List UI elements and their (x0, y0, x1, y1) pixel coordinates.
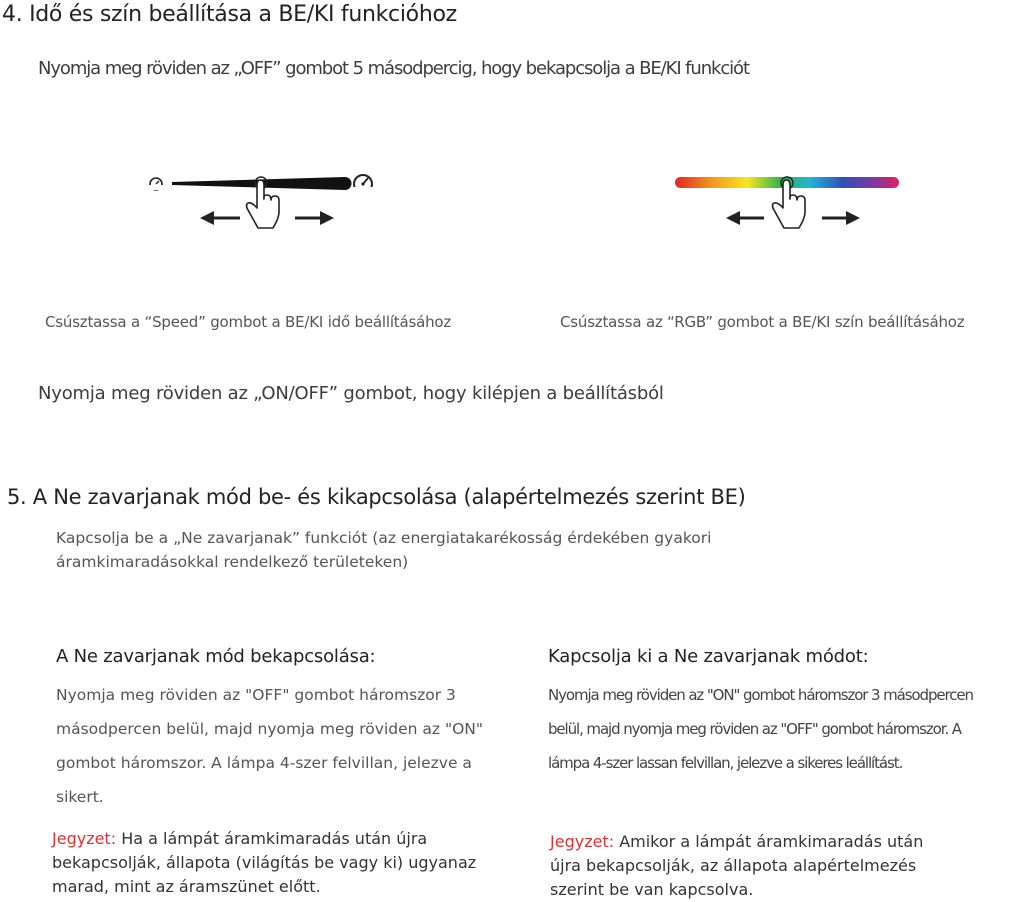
right-arrow-icon (295, 211, 334, 225)
speed-caption: Csúsztassa a “Speed” gombot a BE/KI idő beállításához (45, 313, 452, 331)
section5-title: 5. A Ne zavarjanak mód be- és kikapcsolása (alapértelmezés szerint BE) (7, 485, 746, 509)
note-label: Jegyzet: (550, 832, 615, 851)
slow-gauge-icon (149, 178, 163, 190)
section4-title: 4. Idő és szín beállítása a BE/KI funkcióhoz (2, 2, 457, 27)
left-arrow-icon (200, 211, 240, 225)
note-text: Ha a lámpát áramkimaradás után újra bekapcsolják, állapota (világítás be vagy ki) ugyanaz marad, mint az áramszünet előtt. (52, 829, 477, 896)
fast-gauge-icon (352, 175, 374, 195)
enable-body: Nyomja meg röviden az "OFF" gombot háromszor 3 másodpercen belül, majd nyomja meg röviden az "ON" gombot háromszor. A lámpa 4-szer felvillan, jelezve a sikert. (56, 686, 483, 806)
note-label: Jegyzet: (52, 829, 117, 848)
section4-instruction: Nyomja meg röviden az „OFF” gombot 5 másodpercig, hogy bekapcsolja a BE/KI funkciót (38, 58, 749, 79)
note-text: Amikor a lámpát áramkimaradás után újra bekapcsolják, az állapota alapértelmezés szerint be van kapcsolva. (550, 832, 924, 899)
speed-slider (140, 168, 390, 248)
disable-heading: Kapcsolja ki a Ne zavarjanak módot: (548, 646, 869, 667)
left-arrow-icon (726, 211, 764, 225)
rgb-caption: Csúsztassa az “RGB” gombot a BE/KI szín beállításához (560, 313, 965, 331)
enable-note (52, 827, 502, 899)
disable-note (550, 830, 950, 902)
enable-heading: A Ne zavarjanak mód bekapcsolása: (56, 646, 376, 667)
right-arrow-icon (822, 211, 860, 225)
section5-intro: Kapcsolja be a „Ne zavarjanak” funkciót (az energiatakarékosság érdekében gyakori áramkimaradásokkal rendelkező területeken) (56, 529, 712, 571)
rgb-slider (670, 168, 910, 248)
disable-body: Nyomja meg röviden az "ON" gombot háromszor 3 másodpercen belül, majd nyomja meg röviden az "OFF" gombot háromszor. A lámpa 4-szer lassan felvillan, jelezve a sikeres leállítást. (548, 686, 973, 772)
exit-instruction: Nyomja meg röviden az „ON/OFF” gombot, hogy kilépjen a beállításból (38, 383, 664, 404)
